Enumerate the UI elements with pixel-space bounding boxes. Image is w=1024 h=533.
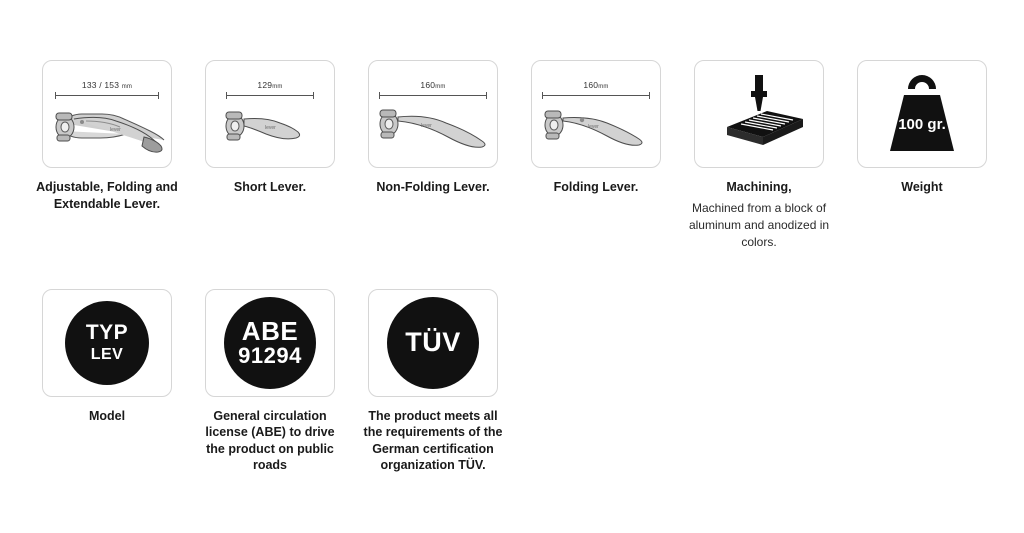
- feature-card: [531, 60, 661, 168]
- feature-item-adjustable-folding-extendable-lever: [36, 60, 178, 212]
- lever-short-icon: [206, 101, 334, 161]
- tuv-badge-icon: [387, 297, 479, 389]
- svg-text:lever: lever: [421, 123, 432, 129]
- feature-caption: Non-Folding Lever.: [376, 180, 490, 194]
- dimension-label: 160mm: [420, 80, 446, 90]
- badge-line-primary: TÜV: [405, 327, 461, 358]
- feature-card: [857, 60, 987, 168]
- feature-card: [368, 289, 498, 397]
- feature-grid: [36, 60, 992, 474]
- typ-lev-badge-icon: [65, 301, 149, 385]
- badge-line-primary: ABE: [241, 316, 299, 347]
- feature-item-short-lever: [205, 60, 335, 196]
- weight-icon: [874, 69, 970, 159]
- svg-text:lever: lever: [588, 124, 599, 130]
- feature-item-non-folding-lever: [368, 60, 498, 196]
- svg-text:lever: lever: [265, 125, 276, 131]
- lever-non-folding-icon: [369, 101, 497, 161]
- dimension-label: 133 / 153 mm: [81, 80, 133, 90]
- feature-item-model: [42, 289, 172, 425]
- feature-subcaption: Machined from a block of aluminum and anodized in colors.: [688, 200, 830, 250]
- dimension-annotation: [379, 81, 487, 99]
- feature-row-primary: [36, 60, 992, 252]
- dimension-line: [379, 92, 487, 99]
- feature-item-abe-license: [205, 289, 335, 474]
- feature-card: [205, 289, 335, 397]
- feature-caption: General circulation license (ABE) to drive the product on public roads: [205, 408, 335, 473]
- feature-card: [42, 289, 172, 397]
- feature-item-weight: [857, 60, 987, 196]
- dimension-line: [542, 92, 650, 99]
- dimension-annotation: [226, 81, 314, 99]
- feature-card: [368, 60, 498, 168]
- feature-item-machining: [688, 60, 830, 252]
- dimension-annotation: [542, 81, 650, 99]
- feature-card: [42, 60, 172, 168]
- dimension-label: 129mm: [257, 80, 283, 90]
- feature-item-folding-lever: [531, 60, 661, 196]
- svg-text:lever: lever: [110, 127, 121, 133]
- abe-badge-icon: [224, 297, 316, 389]
- feature-caption: Weight: [901, 180, 943, 194]
- feature-card: [205, 60, 335, 168]
- lever-adjustable-icon: [43, 101, 171, 161]
- badge-line-primary: TYP: [85, 321, 129, 345]
- feature-caption: Folding Lever.: [553, 180, 639, 194]
- feature-caption: Machining,: [726, 180, 792, 194]
- badge-line-secondary: 91294: [238, 343, 302, 369]
- dimension-line: [55, 92, 159, 99]
- cnc-machining-icon: [711, 71, 807, 157]
- dimension-annotation: [55, 81, 159, 99]
- badge-line-secondary: LEV: [90, 346, 124, 364]
- feature-caption: Model: [88, 408, 126, 423]
- weight-value: 100 gr.: [898, 116, 946, 133]
- feature-caption: Adjustable, Folding and Extendable Lever.: [36, 180, 178, 211]
- feature-item-tuv-certification: [363, 289, 503, 474]
- dimension-label: 160mm: [583, 80, 609, 90]
- lever-folding-icon: [532, 101, 660, 161]
- dimension-line: [226, 92, 314, 99]
- feature-card: [694, 60, 824, 168]
- feature-row-certifications: [42, 289, 992, 474]
- feature-caption: The product meets all the requirements of the German certification organization TÜV.: [363, 408, 503, 473]
- feature-caption: Short Lever.: [233, 180, 307, 194]
